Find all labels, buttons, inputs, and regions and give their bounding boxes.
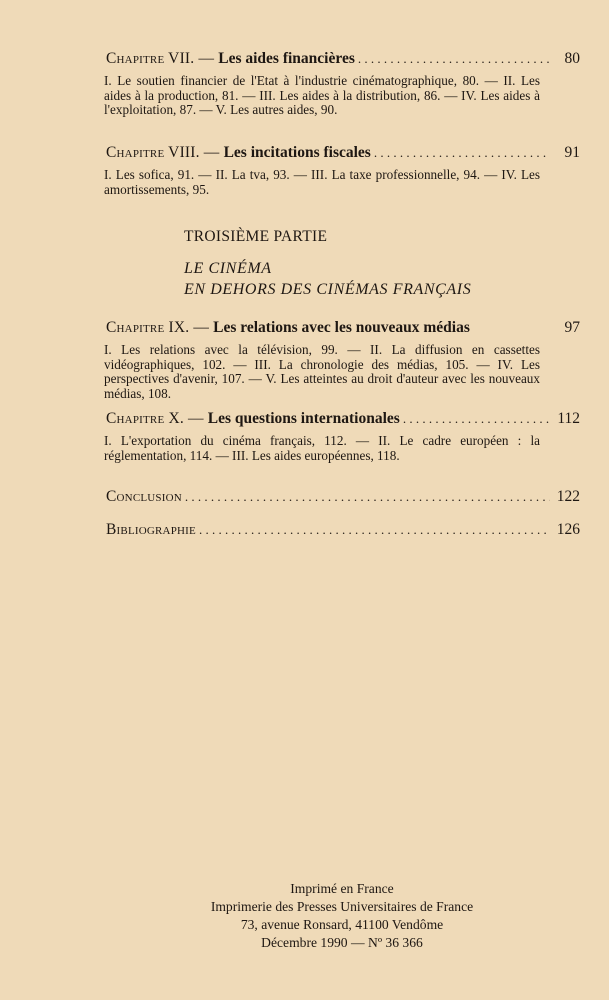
leader-dots — [185, 487, 550, 507]
chapter-summary: I. L'exportation du cinéma français, 112. — II. Le cadre européen : la réglementation, 114. — III. Les aides européennes, 118. — [104, 433, 540, 463]
chapter-prefix: Chapitre VIII. — — [106, 144, 224, 161]
page-number: 91 — [564, 144, 580, 161]
part-title-line-2: EN DEHORS DES CINÉMAS FRANÇAIS — [184, 281, 472, 298]
chapter-title: Les questions internationales — [207, 410, 400, 427]
chapter-prefix: Chapitre IX. — — [106, 319, 214, 336]
chapter-title: Les incitations fiscales — [223, 144, 371, 161]
part-heading: TROISIÈME PARTIE — [184, 228, 328, 245]
toc-entry-chapter-10[interactable] — [106, 409, 580, 429]
colophon-line: Imprimerie des Presses Universitaires de France — [210, 899, 474, 914]
page-number: 126 — [556, 521, 580, 538]
page-number: 97 — [564, 319, 580, 336]
chapter-prefix: Chapitre VII. — — [106, 50, 219, 67]
backmatter-label: Bibliographie — [106, 521, 196, 538]
page-number: 80 — [564, 50, 580, 67]
leader-dots — [374, 143, 550, 163]
toc-entry-bibliographie[interactable] — [106, 520, 580, 540]
page-number: 112 — [557, 410, 580, 427]
page-number: 122 — [556, 488, 580, 505]
chapter-prefix: Chapitre X. — — [106, 410, 208, 427]
leader-dots — [358, 49, 550, 69]
chapter-summary: I. Les sofica, 91. — II. La tva, 93. — III. La taxe professionnelle, 94. — IV. Les amortissements, 95. — [104, 167, 540, 197]
colophon-line: Décembre 1990 — Nº 36 366 — [261, 935, 423, 950]
chapter-summary: I. Les relations avec la télévision, 99. — II. La diffusion en cassettes vidéographiques, 102. — III. La chronologie des médias, 105. — IV. Les perspectives d'avenir, 107. — V. Les atteintes au droit d'auteur avec les nouveaux médias, 108. — [104, 342, 540, 401]
chapter-title: Les relations avec les nouveaux médias — [213, 319, 470, 336]
colophon-line: Imprimé en France — [290, 881, 394, 896]
leader-dots — [199, 520, 550, 540]
toc-entry-conclusion[interactable] — [106, 487, 580, 507]
chapter-title: Les aides financières — [218, 50, 355, 67]
part-title-line-1: LE CINÉMA — [184, 260, 272, 277]
leader-dots — [403, 409, 550, 429]
toc-entry-chapter-7[interactable] — [106, 49, 580, 69]
toc-entry-chapter-9[interactable] — [106, 318, 580, 338]
backmatter-label: Conclusion — [106, 488, 182, 505]
colophon-line: 73, avenue Ronsard, 41100 Vendôme — [240, 917, 444, 932]
colophon — [100, 880, 584, 952]
toc-entry-chapter-8[interactable] — [106, 143, 580, 163]
chapter-summary: I. Le soutien financier de l'Etat à l'industrie cinématographique, 80. — II. Les aides à la production, 81. — III. Les aides à la distribution, 86. — IV. Les aides à l'exploitation, 87. — V. Les autres aides, 90. — [104, 73, 540, 118]
